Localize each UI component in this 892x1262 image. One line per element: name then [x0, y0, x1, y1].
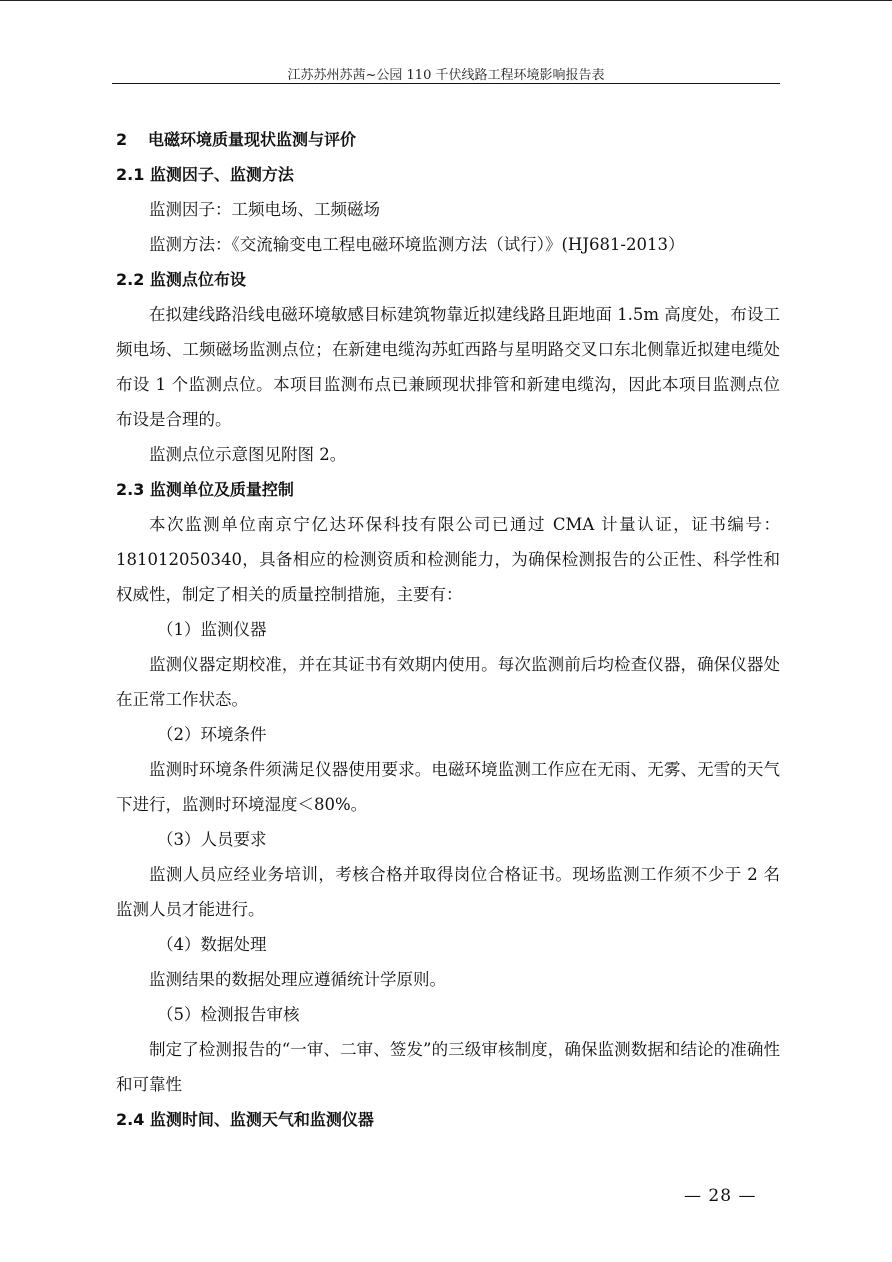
point-layout-paragraph: 在拟建线路沿线电磁环境敏感目标建筑物靠近拟建线路且距地面 1.5m 高度处，布设工频电场、工频磁场监测点位；在新建电缆沟苏虹西路与星明路交叉口东北侧靠近拟建电缆处布设 1 个监测点位。本项目监测布点已兼顾现状排管和新建电缆沟，因此本项目监测点位布设是合理的。	[116, 305, 780, 429]
qc-item-text: 监测仪器定期校准，并在其证书有效期内使用。每次监测前后均检查仪器，确保仪器处在正常工作状态。	[116, 655, 780, 709]
qc-item-label: （4）数据处理	[157, 935, 267, 954]
section-2-3-heading: 2.3 监测单位及质量控制	[116, 480, 294, 499]
page-number: — 28 —	[684, 1186, 757, 1206]
qc-item-label: （3）人员要求	[157, 830, 267, 849]
section-2-1-heading: 2.1 监测因子、监测方法	[116, 165, 294, 184]
section-2-heading	[116, 122, 780, 157]
section-title: 电磁环境质量现状监测与评价	[148, 130, 357, 149]
page-border	[0, 0, 892, 1]
header-rule	[112, 83, 780, 84]
qc-item-label: （2）环境条件	[157, 725, 267, 744]
point-diagram-reference: 监测点位示意图见附图 2。	[149, 445, 347, 464]
section-2-2-heading: 2.2 监测点位布设	[116, 270, 246, 289]
qc-item-label: （5）检测报告审核	[157, 1005, 300, 1024]
document-body	[116, 122, 780, 1137]
monitoring-method: 监测方法：《交流输变电工程电磁环境监测方法（试行）》(HJ681-2013）	[149, 235, 685, 254]
section-2-4-heading: 2.4 监测时间、监测天气和监测仪器	[116, 1110, 374, 1129]
monitoring-factor: 监测因子：工频电场、工频磁场	[149, 200, 380, 219]
qc-item-text: 监测时环境条件须满足仪器使用要求。电磁环境监测工作应在无雨、无雾、无雪的天气下进行，监测时环境湿度＜80%。	[116, 760, 780, 814]
qc-intro-paragraph: 本次监测单位南京宁亿达环保科技有限公司已通过 CMA 计量认证，证书编号：181012050340，具备相应的检测资质和检测能力，为确保检测报告的公正性、科学性和权威性，制定了相关的质量控制措施，主要有：	[116, 515, 780, 604]
qc-item-label: （1）监测仪器	[157, 620, 267, 639]
section-number: 2	[116, 130, 128, 149]
qc-item-text: 监测结果的数据处理应遵循统计学原则。	[149, 970, 446, 989]
qc-item-text: 制定了检测报告的“一审、二审、签发”的三级审核制度，确保监测数据和结论的准确性和可靠性	[116, 1040, 780, 1094]
running-header: 江苏苏州苏茜~公园 110 千伏线路工程环境影响报告表	[287, 68, 605, 83]
qc-item-text: 监测人员应经业务培训，考核合格并取得岗位合格证书。现场监测工作须不少于 2 名监测人员才能进行。	[116, 865, 780, 919]
